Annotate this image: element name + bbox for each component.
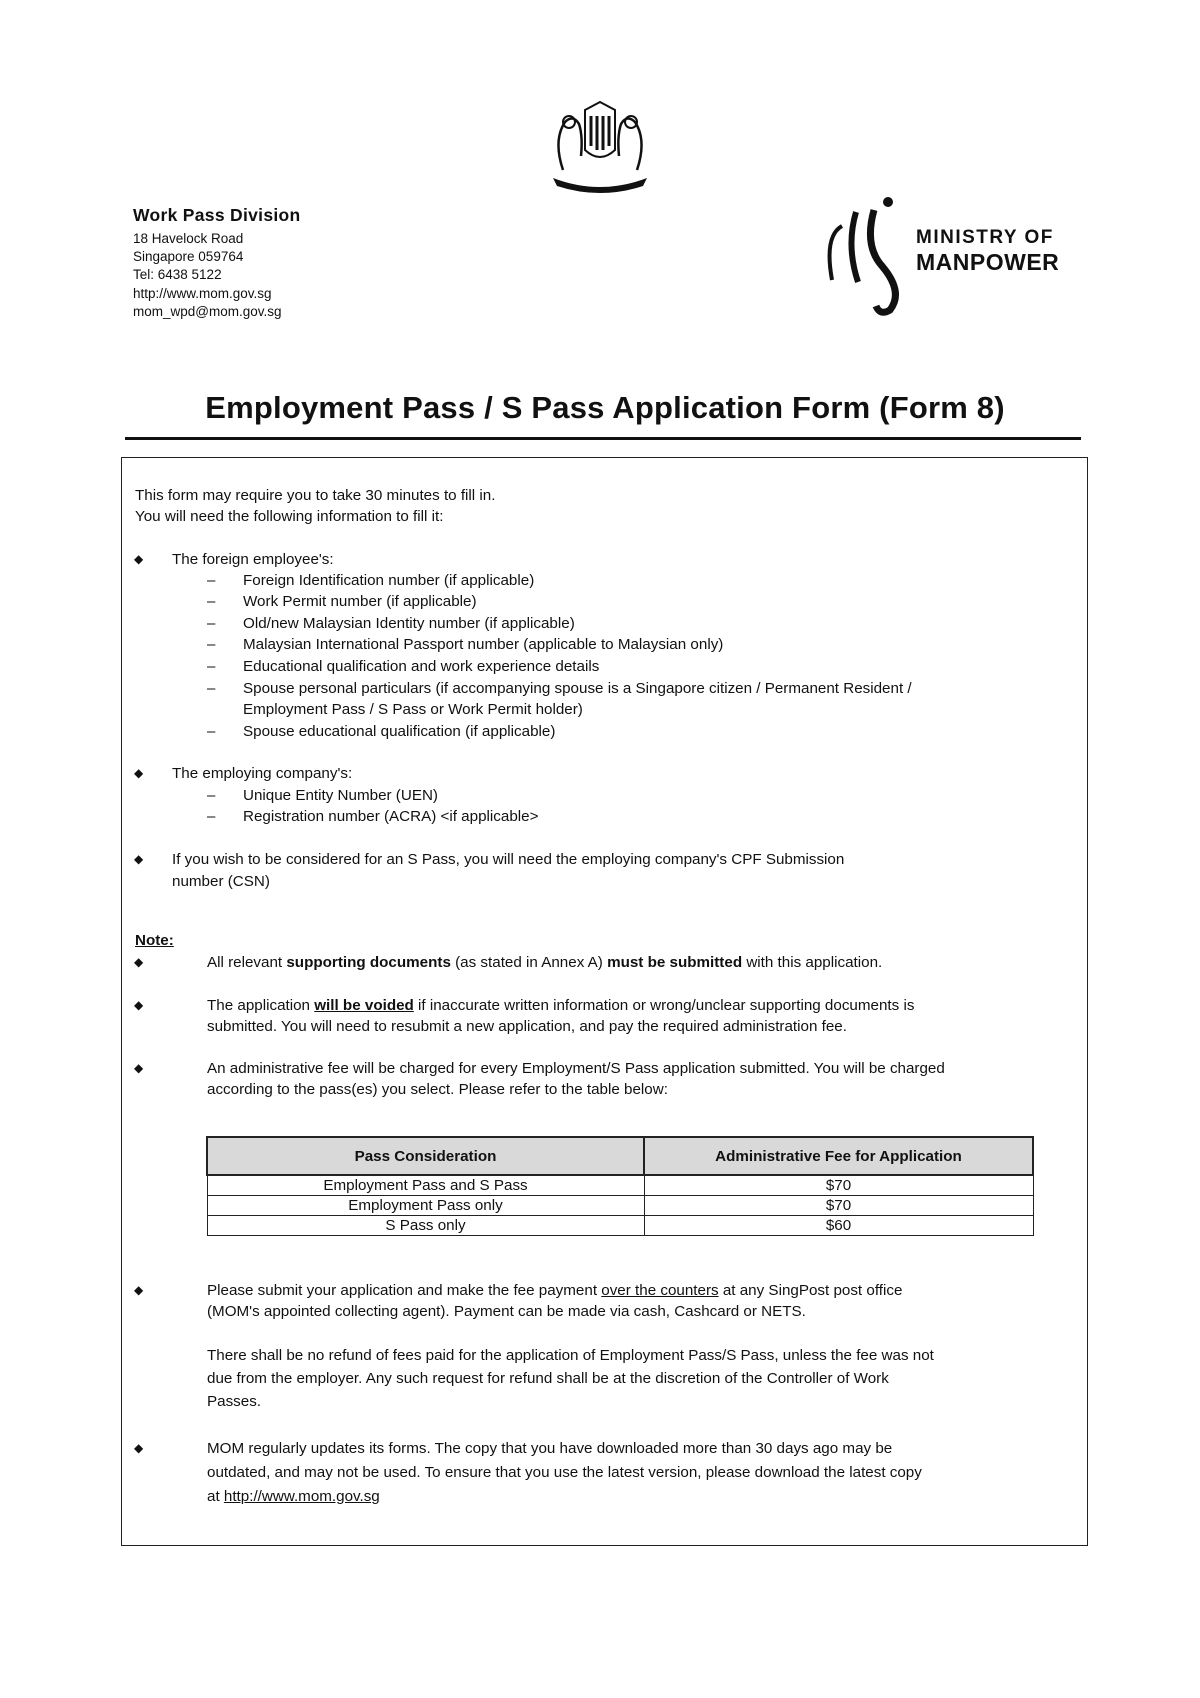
pass-cell: Employment Pass only <box>207 1196 644 1216</box>
mom-website-link[interactable]: http://www.mom.gov.sg <box>223 1488 380 1505</box>
dash-icon: – <box>207 808 216 825</box>
division-name: Work Pass Division <box>133 205 301 225</box>
fee-table-header-row <box>207 1137 1033 1175</box>
fee-cell: $70 <box>644 1175 1033 1196</box>
note-fee-line-1: An administrative fee will be charged for every Employment/S Pass application submitted. You will be charged <box>207 1060 945 1077</box>
note-emphasis: will be voided <box>314 997 414 1014</box>
dash-icon: – <box>207 593 216 610</box>
employee-item: Malaysian International Passport number (applicable to Malaysian only) <box>243 636 724 653</box>
company-heading: The employing company's: <box>172 765 353 782</box>
mom-logo-mark-icon <box>820 196 916 316</box>
employee-item: Old/new Malaysian Identity number (if applicable) <box>243 615 575 632</box>
logo-line-ministry: MINISTRY OF <box>916 227 1054 248</box>
note-text: The application <box>207 997 315 1014</box>
update-line-2: outdated, and may not be used. To ensure that you use the latest version, please download the latest copy <box>207 1464 922 1481</box>
company-item: Registration number (ACRA) <if applicable> <box>243 808 539 825</box>
bullet-icon: ◆ <box>134 552 144 566</box>
spass-line-1: If you wish to be considered for an S Pass, you will need the employing company's CPF Submission <box>172 851 845 868</box>
spass-line-2: number (CSN) <box>172 873 270 890</box>
bullet-icon: ◆ <box>134 955 144 969</box>
dash-icon: – <box>207 680 216 697</box>
table-row <box>207 1175 1033 1196</box>
singapore-crest-icon <box>543 100 657 196</box>
fee-cell: $60 <box>644 1216 1033 1236</box>
pass-cell: Employment Pass and S Pass <box>207 1175 644 1196</box>
address-city: Singapore 059764 <box>133 249 244 265</box>
note-voided-line-2: submitted. You will need to resubmit a new application, and pay the required administration fee. <box>207 1018 847 1035</box>
refund-line: due from the employer. Any such request for refund shall be at the discretion of the Controller of Work <box>207 1370 889 1387</box>
intro-line-1: This form may require you to take 30 minutes to fill in. <box>135 487 496 504</box>
dash-icon: – <box>207 723 216 740</box>
dash-icon: – <box>207 572 216 589</box>
payment-emphasis: over the counters <box>601 1282 719 1299</box>
column-header-pass: Pass Consideration <box>207 1137 644 1175</box>
note-emphasis: supporting documents <box>286 954 451 971</box>
fee-cell: $70 <box>644 1196 1033 1216</box>
dash-icon: – <box>207 615 216 632</box>
employee-item: Educational qualification and work experience details <box>243 658 600 675</box>
note-fee-line-2: according to the pass(es) you select. Please refer to the table below: <box>207 1081 668 1098</box>
update-line-3 <box>207 1486 380 1507</box>
bullet-icon: ◆ <box>134 1061 144 1075</box>
note-voided <box>207 995 914 1016</box>
address-website-link[interactable]: http://www.mom.gov.sg <box>133 285 272 301</box>
fee-table <box>206 1136 1034 1236</box>
dash-icon: – <box>207 658 216 675</box>
employee-heading: The foreign employee's: <box>172 551 334 568</box>
payment-text: at any SingPost post office <box>718 1282 903 1299</box>
dash-icon: – <box>207 787 216 804</box>
payment-line-1 <box>207 1280 902 1301</box>
bullet-icon: ◆ <box>134 852 144 866</box>
title-divider <box>125 437 1081 440</box>
address-block <box>133 204 301 321</box>
page-title: Employment Pass / S Pass Application Form (Form 8) <box>205 390 1005 425</box>
note-text: if inaccurate written information or wrong/unclear supporting documents is <box>413 997 915 1014</box>
note-label: Note: <box>135 932 174 949</box>
table-row <box>207 1216 1033 1236</box>
employee-item-continued: Employment Pass / S Pass or Work Permit holder) <box>243 701 583 718</box>
payment-text: Please submit your application and make the fee payment <box>207 1282 602 1299</box>
logo-line-manpower: MANPOWER <box>916 249 1060 275</box>
company-item: Unique Entity Number (UEN) <box>243 787 438 804</box>
employee-item: Spouse personal particulars (if accompanying spouse is a Singapore citizen / Permanent Resident / <box>243 680 912 697</box>
refund-line: There shall be no refund of fees paid for the application of Employment Pass/S Pass, unless the fee was not <box>207 1347 934 1364</box>
table-row <box>207 1196 1033 1216</box>
note-text: with this application. <box>742 954 883 971</box>
employee-item: Spouse educational qualification (if applicable) <box>243 723 556 740</box>
address-street: 18 Havelock Road <box>133 231 244 246</box>
note-text: (as stated in Annex A) <box>450 954 608 971</box>
bullet-icon: ◆ <box>134 998 144 1012</box>
update-text: at <box>207 1488 224 1505</box>
dash-icon: – <box>207 636 216 653</box>
bullet-icon: ◆ <box>134 1283 144 1297</box>
bullet-icon: ◆ <box>134 766 144 780</box>
intro-line-2: You will need the following information to fill it: <box>135 508 444 525</box>
mom-logo <box>820 196 1080 316</box>
note-text: All relevant <box>207 954 287 971</box>
address-email-link[interactable]: mom_wpd@mom.gov.sg <box>133 303 282 319</box>
column-header-fee: Administrative Fee for Application <box>644 1137 1033 1175</box>
note-emphasis: must be submitted <box>607 954 743 971</box>
employee-item: Foreign Identification number (if applicable) <box>243 572 535 589</box>
bullet-icon: ◆ <box>134 1441 144 1455</box>
address-tel: Tel: 6438 5122 <box>133 267 222 283</box>
update-line-1: MOM regularly updates its forms. The copy that you have downloaded more than 30 days ago may be <box>207 1440 893 1457</box>
pass-cell: S Pass only <box>207 1216 644 1236</box>
employee-item: Work Permit number (if applicable) <box>243 593 477 610</box>
refund-line: Passes. <box>207 1393 262 1410</box>
note-supporting-docs <box>207 952 882 973</box>
payment-line-2: (MOM's appointed collecting agent). Payment can be made via cash, Cashcard or NETS. <box>207 1303 806 1320</box>
